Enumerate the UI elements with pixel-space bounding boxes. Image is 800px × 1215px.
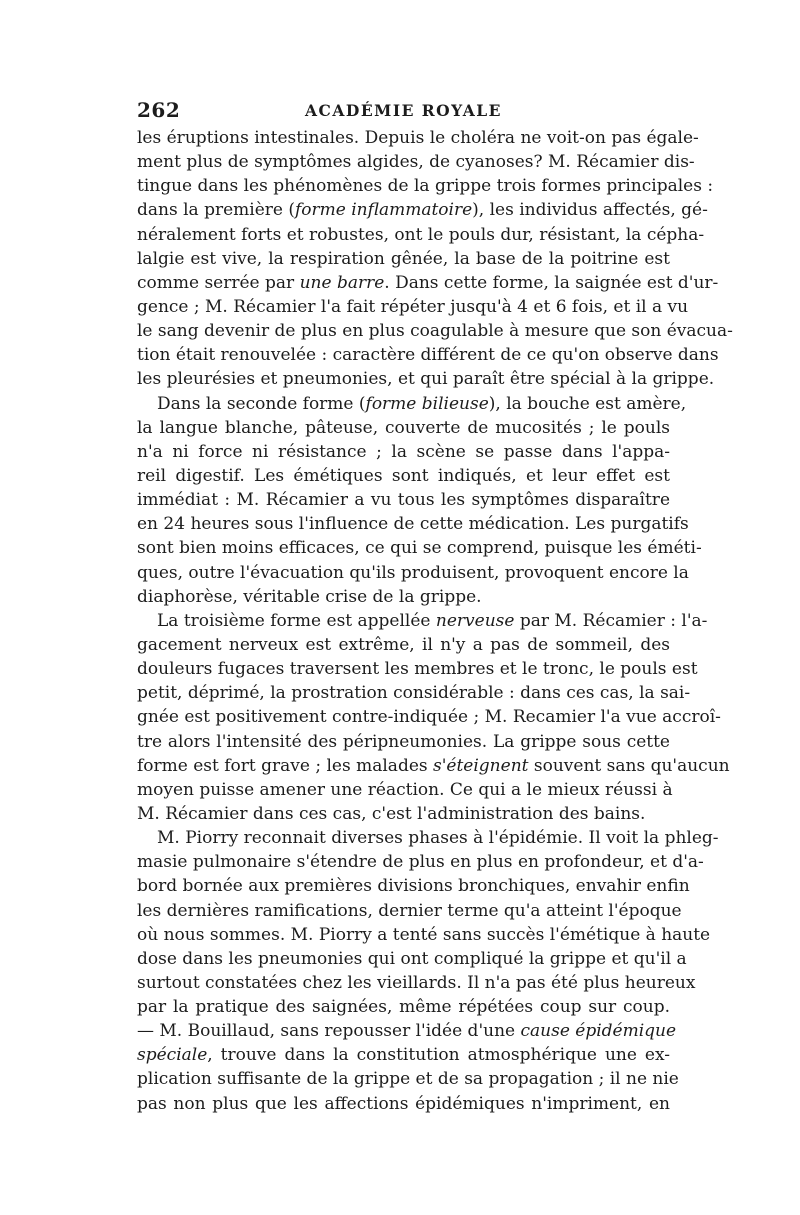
page-header bbox=[137, 96, 670, 126]
text-line bbox=[137, 1019, 677, 1043]
text-segment: , trouve dans la constitution atmosphérique une ex- bbox=[207, 1045, 670, 1066]
italic-term: une barre bbox=[299, 272, 385, 293]
text-line: tre alors l'intensité des péripneumonies. La grippe sous cette bbox=[137, 731, 670, 752]
text-line: M. Récamier dans ces cas, c'est l'administration des bains. bbox=[137, 803, 646, 824]
page-number: 262 bbox=[137, 98, 181, 122]
italic-term: cause épidémique bbox=[520, 1021, 677, 1042]
italic-term: forme inflammatoire bbox=[294, 200, 473, 221]
text-line: le sang devenir de plus en plus coagulable à mesure que son évacua- bbox=[137, 321, 733, 342]
text-line: moyen puisse amener une réaction. Ce qui a le mieux réussi à bbox=[137, 779, 673, 800]
text-segment: Dans la seconde forme ( bbox=[157, 393, 366, 414]
italic-term: spéciale bbox=[137, 1045, 208, 1066]
text-line bbox=[137, 198, 708, 222]
text-line: par la pratique des saignées, même répétées coup sur coup. bbox=[137, 997, 670, 1018]
text-segment: La troisième forme est appellée bbox=[157, 610, 436, 631]
text-line: les éruptions intestinales. Depuis le choléra ne voit-on pas égale- bbox=[137, 128, 699, 148]
text-line: reil digestif. Les émétiques sont indiqués, et leur effet est bbox=[137, 465, 670, 486]
text-segment: souvent sans qu'aucun bbox=[528, 755, 730, 776]
text-line: gnée est positivement contre-indiquée ; M. Recamier l'a vue accroî- bbox=[137, 707, 721, 728]
text-line: tion était renouvelée : caractère différent de ce qu'on observe dans bbox=[137, 345, 719, 366]
text-line: pas non plus que les affections épidémiques n'impriment, en bbox=[137, 1093, 670, 1114]
text-line: néralement forts et robustes, ont le pouls dur, résistant, la cépha- bbox=[137, 224, 705, 245]
text-segment: dans la première ( bbox=[137, 200, 295, 221]
text-line bbox=[137, 754, 730, 778]
text-line: diaphorèse, véritable crise de la grippe. bbox=[137, 586, 482, 607]
text-line bbox=[137, 271, 719, 295]
text-line: M. Piorry reconnait diverses phases à l'épidémie. Il voit la phleg- bbox=[157, 828, 719, 849]
text-line: bord bornée aux premières divisions bronchiques, envahir enfin bbox=[137, 876, 690, 897]
text-line: lalgie est vive, la respiration gênée, la base de la poitrine est bbox=[137, 248, 670, 269]
text-line: petit, déprimé, la prostration considérable : dans ces cas, la sai- bbox=[137, 683, 691, 704]
text-segment: forme est fort grave ; les malades bbox=[137, 755, 434, 776]
text-line: les dernières ramifications, dernier terme qu'a atteint l'époque bbox=[137, 900, 682, 921]
text-segment: ), les individus affectés, gé- bbox=[472, 200, 708, 221]
italic-term: nerveuse bbox=[435, 610, 515, 631]
text-line: gence ; M. Récamier l'a fait répéter jusqu'à 4 et 6 fois, et il a vu bbox=[137, 296, 689, 317]
text-line: douleurs fugaces traversent les membres et le tronc, le pouls est bbox=[137, 659, 698, 680]
text-line: ques, outre l'évacuation qu'ils produisent, provoquent encore la bbox=[137, 562, 689, 583]
running-head: ACADÉMIE ROYALE bbox=[305, 101, 502, 120]
text-segment: par M. Récamier : l'a- bbox=[514, 610, 708, 631]
text-segment: comme serrée par bbox=[137, 272, 300, 293]
text-line: en 24 heures sous l'influence de cette médication. Les purgatifs bbox=[137, 514, 689, 535]
text-segment: ), la bouche est amère, bbox=[488, 393, 687, 414]
text-line: n'a ni force ni résistance ; la scène se passe dans l'appa- bbox=[137, 441, 670, 462]
body-text bbox=[137, 126, 733, 1116]
text-line bbox=[137, 392, 687, 416]
italic-term: s'éteignent bbox=[433, 755, 529, 776]
text-line: plication suffisante de la grippe et de sa propagation ; il ne nie bbox=[137, 1069, 679, 1090]
text-line: dose dans les pneumonies qui ont compliqué la grippe et qu'il a bbox=[137, 948, 687, 969]
text-line bbox=[137, 609, 708, 633]
text-segment: . Dans cette forme, la saignée est d'ur- bbox=[384, 272, 719, 293]
text-line: sont bien moins efficaces, ce qui se comprend, puisque les éméti- bbox=[137, 538, 702, 559]
text-line: immédiat : M. Récamier a vu tous les symptômes disparaître bbox=[137, 490, 670, 511]
text-line: les pleurésies et pneumonies, et qui paraît être spécial à la grippe. bbox=[137, 369, 715, 390]
text-segment: — M. Bouillaud, sans repousser l'idée d'une bbox=[137, 1021, 521, 1042]
text-line: masie pulmonaire s'étendre de plus en plus en profondeur, et d'a- bbox=[137, 852, 704, 873]
text-line: surtout constatées chez les vieillards. Il n'a pas été plus heureux bbox=[137, 972, 696, 993]
text-line bbox=[137, 1043, 670, 1067]
italic-term: forme bilieuse bbox=[365, 393, 489, 414]
text-line: tingue dans les phénomènes de la grippe trois formes principales : bbox=[137, 176, 714, 197]
text-line: où nous sommes. M. Piorry a tenté sans succès l'émétique à haute bbox=[137, 924, 711, 945]
text-line: ment plus de symptômes algides, de cyanoses? M. Récamier dis- bbox=[137, 152, 695, 173]
text-line: la langue blanche, pâteuse, couverte de mucosités ; le pouls bbox=[137, 417, 670, 438]
text-line: gacement nerveux est extrême, il n'y a pas de sommeil, des bbox=[137, 634, 670, 655]
